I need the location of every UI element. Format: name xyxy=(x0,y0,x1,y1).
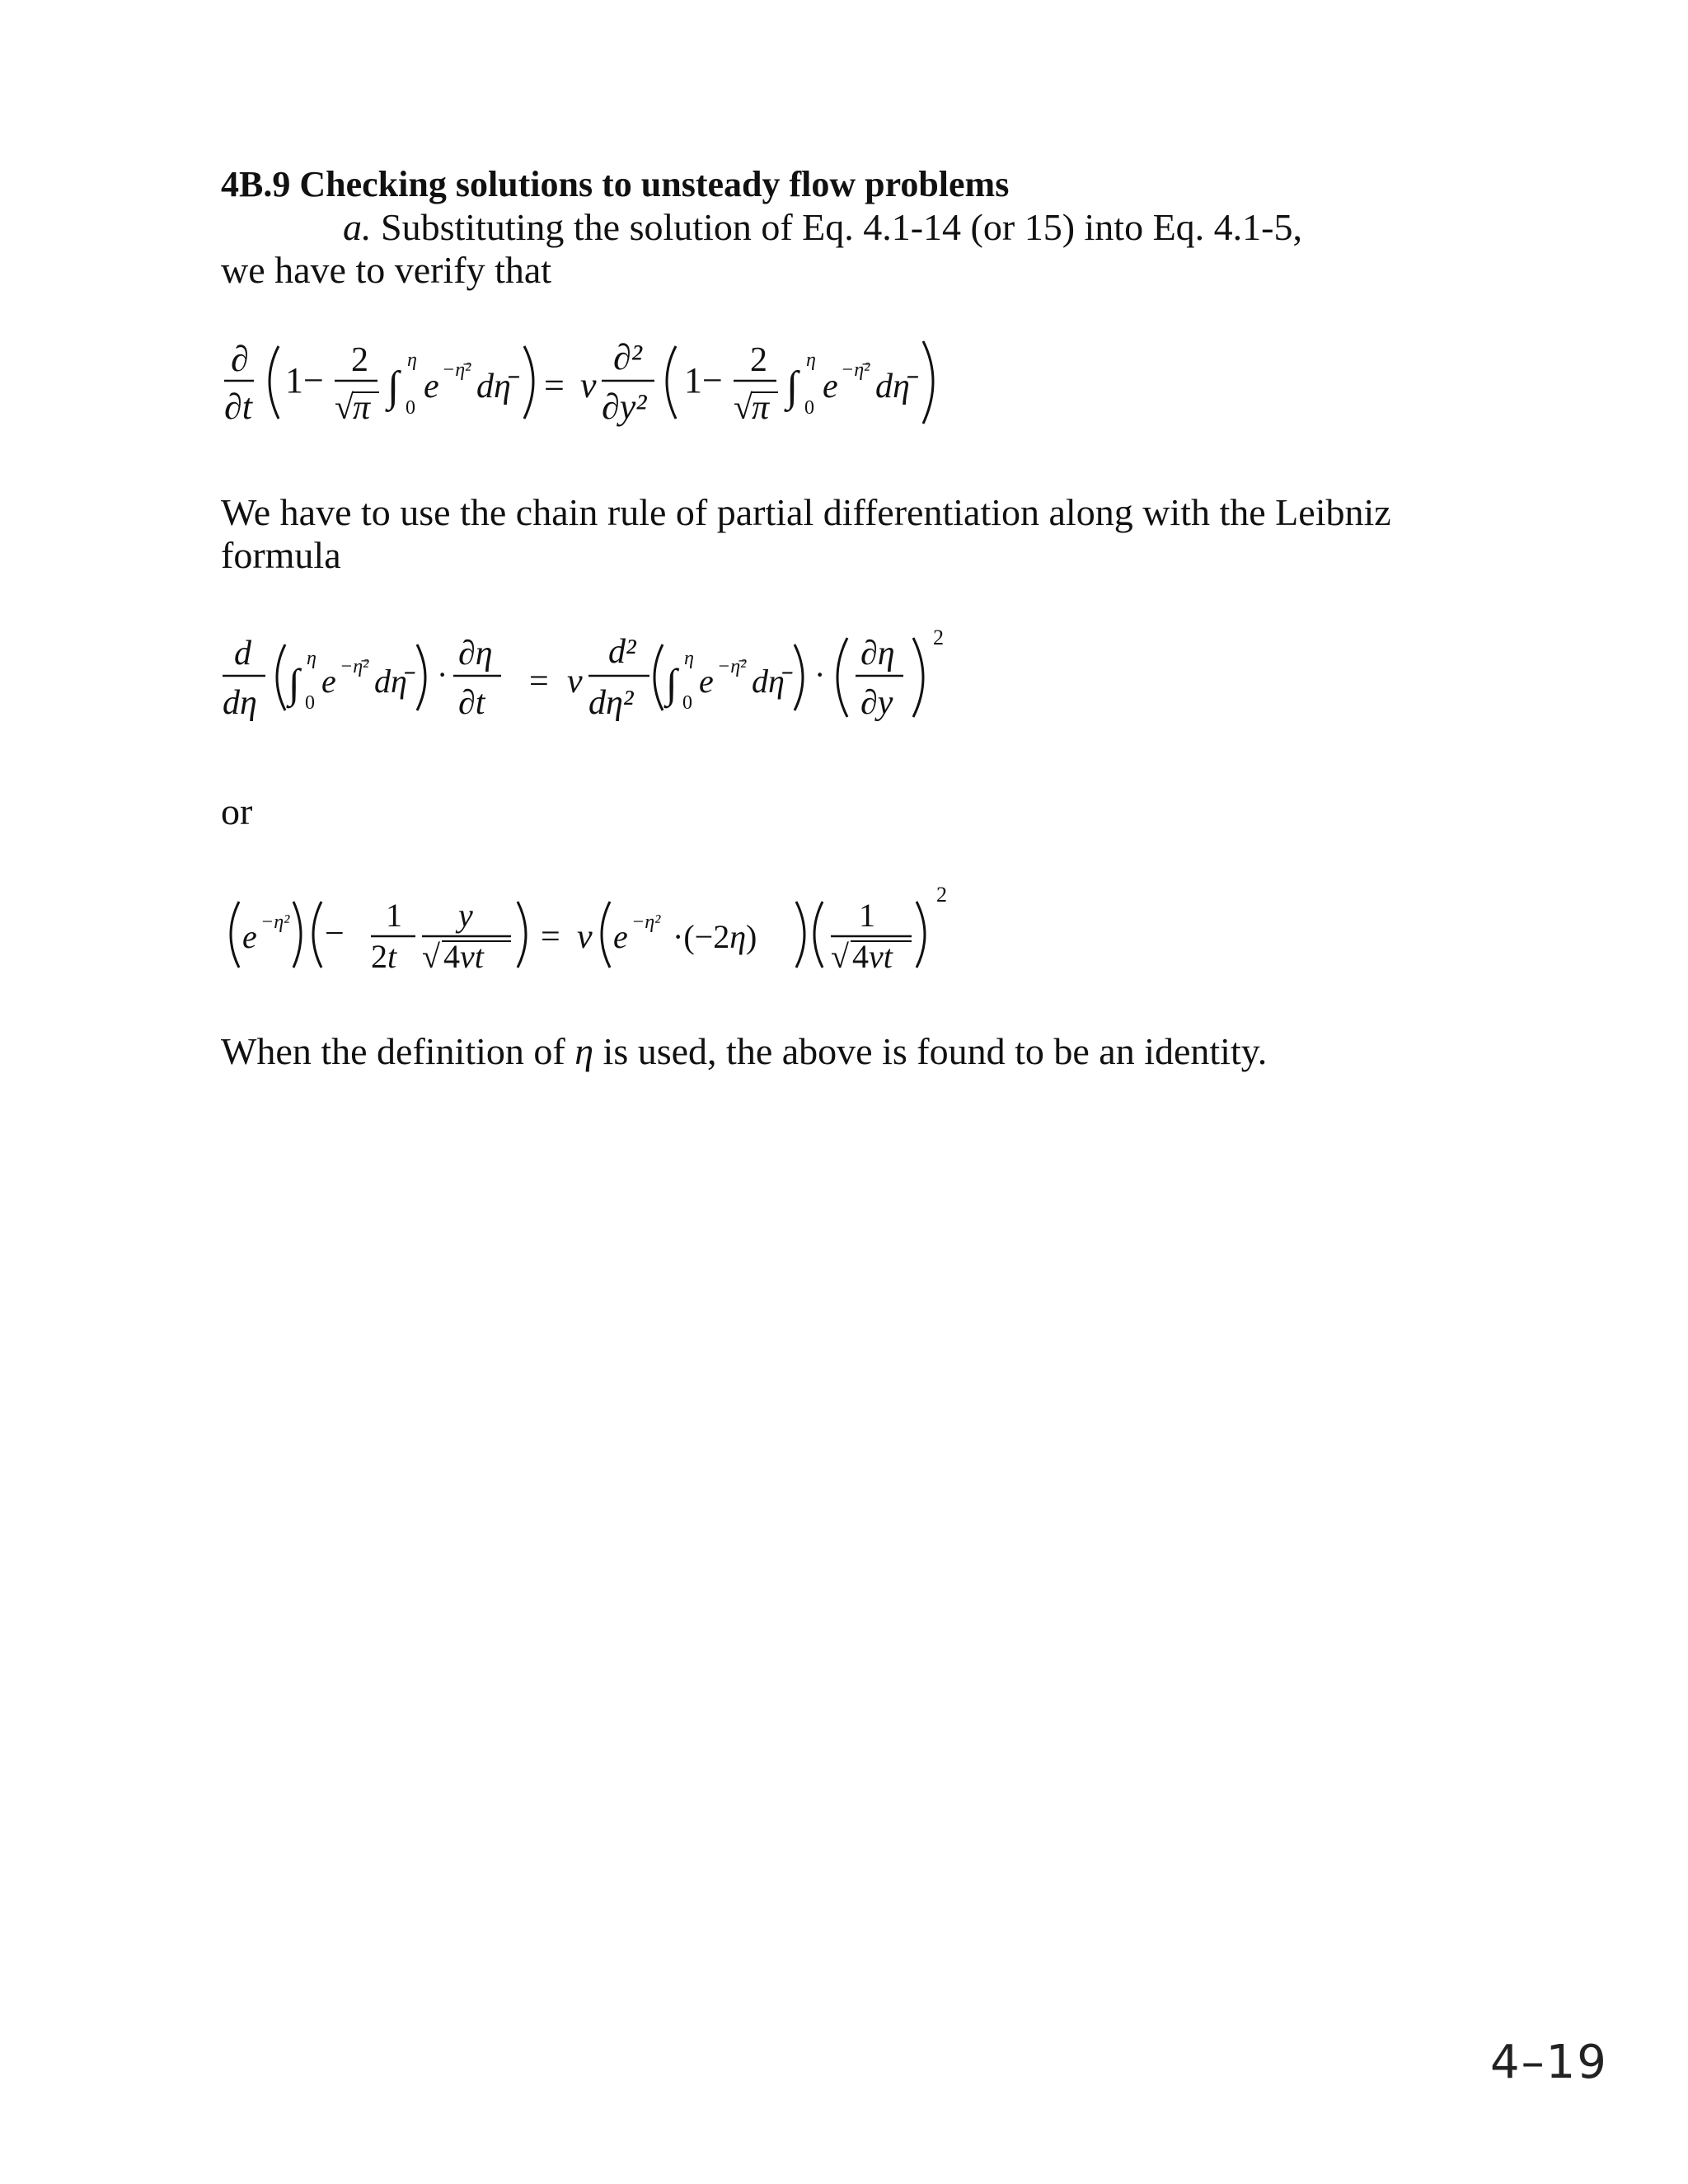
svg-text:√: √ xyxy=(335,389,354,427)
svg-text:√: √ xyxy=(734,389,753,427)
svg-text:∂y²: ∂y² xyxy=(602,387,647,427)
svg-text:·(−2η): ·(−2η) xyxy=(673,918,757,955)
svg-text:e: e xyxy=(823,368,838,405)
conclusion-text-before: When the definition of xyxy=(221,1030,575,1072)
svg-text:·: · xyxy=(814,656,826,693)
svg-text:ν: ν xyxy=(580,365,597,405)
conclusion-paragraph xyxy=(221,1030,1424,1073)
svg-text:y: y xyxy=(458,897,473,934)
svg-text:e: e xyxy=(699,663,714,700)
svg-text:π: π xyxy=(353,389,371,427)
svg-text:·: · xyxy=(437,656,448,693)
svg-text:e: e xyxy=(321,663,336,700)
svg-text:−η̄²: −η̄² xyxy=(841,359,870,381)
svg-text:−η̄²: −η̄² xyxy=(340,656,369,677)
svg-text:η: η xyxy=(806,349,816,371)
svg-text:∫: ∫ xyxy=(786,363,799,410)
svg-text:ν: ν xyxy=(577,918,593,956)
svg-text:dη²: dη² xyxy=(588,684,634,722)
conclusion-text-after: is used, the above is found to be an identity. xyxy=(593,1030,1268,1072)
svg-text:∂²: ∂² xyxy=(613,337,642,377)
svg-text:=: = xyxy=(541,918,560,956)
svg-text:∫: ∫ xyxy=(666,660,678,706)
eta-symbol: η xyxy=(574,1030,594,1072)
svg-text:0: 0 xyxy=(406,397,415,419)
svg-text:dη̄: dη̄ xyxy=(752,663,785,700)
svg-text:−η̄²: −η̄² xyxy=(442,359,471,381)
svg-text:∂y: ∂y xyxy=(860,684,893,722)
svg-text:∂t: ∂t xyxy=(224,387,252,427)
part-label: a. xyxy=(343,206,372,248)
svg-text:0: 0 xyxy=(804,397,814,419)
svg-text:2t: 2t xyxy=(371,938,397,975)
svg-text:π: π xyxy=(752,389,770,427)
svg-text:√: √ xyxy=(422,938,440,975)
chain-rule-paragraph: We have to use the chain rule of partial differentiation along with the Leibniz formula xyxy=(221,491,1391,576)
svg-text:1−: 1− xyxy=(684,360,723,401)
svg-text:∂t: ∂t xyxy=(458,684,485,722)
section-heading: 4B.9 Checking solutions to unsteady flow problems xyxy=(221,164,1010,204)
svg-text:2: 2 xyxy=(936,883,947,907)
svg-text:dη̄: dη̄ xyxy=(476,368,511,405)
svg-text:dη̄: dη̄ xyxy=(875,368,910,405)
svg-text:=: = xyxy=(544,365,565,405)
svg-text:2: 2 xyxy=(933,626,944,649)
equation-chain-rule xyxy=(214,626,1121,754)
equation-identity xyxy=(214,865,1121,1001)
svg-text:−η²: −η² xyxy=(260,912,290,933)
svg-text:∫: ∫ xyxy=(387,363,400,410)
svg-text:1−: 1− xyxy=(285,360,324,401)
svg-text:√: √ xyxy=(831,938,849,975)
svg-text:d²: d² xyxy=(608,633,636,671)
svg-text:=: = xyxy=(529,663,549,701)
svg-text:1: 1 xyxy=(386,897,402,934)
intro-line-1: Substituting the solution of Eq. 4.1-14 (or 15) into Eq. 4.1-5, xyxy=(371,206,1302,248)
svg-text:e: e xyxy=(242,918,257,955)
svg-text:∂η: ∂η xyxy=(860,635,895,673)
page-number: 4–19 xyxy=(1490,2036,1608,2089)
svg-text:0: 0 xyxy=(305,692,315,714)
svg-text:∂η: ∂η xyxy=(458,635,493,673)
svg-text:η: η xyxy=(407,349,417,371)
svg-text:∂: ∂ xyxy=(231,339,249,379)
svg-text:dη: dη xyxy=(223,684,257,722)
svg-text:η: η xyxy=(307,648,316,669)
svg-text:4νt: 4νt xyxy=(443,938,484,975)
svg-text:2: 2 xyxy=(351,341,368,379)
svg-text:d: d xyxy=(234,635,251,673)
svg-text:ν: ν xyxy=(567,663,583,701)
svg-text:−: − xyxy=(325,915,345,953)
or-connector: or xyxy=(221,790,253,832)
svg-text:1: 1 xyxy=(859,897,875,934)
svg-text:−η̄²: −η̄² xyxy=(717,656,747,677)
svg-text:e: e xyxy=(613,918,628,955)
svg-text:∫: ∫ xyxy=(288,660,300,706)
intro-line-2: we have to verify that xyxy=(221,249,552,291)
intro-paragraph xyxy=(221,206,1424,292)
svg-text:η: η xyxy=(684,648,694,669)
svg-text:0: 0 xyxy=(682,692,692,714)
svg-text:−η²: −η² xyxy=(631,912,661,933)
svg-text:e: e xyxy=(424,368,439,405)
equation-diffusion-check xyxy=(214,330,1121,457)
svg-text:4νt: 4νt xyxy=(852,938,893,975)
svg-text:dη̄: dη̄ xyxy=(374,663,407,700)
svg-text:2: 2 xyxy=(750,341,767,379)
